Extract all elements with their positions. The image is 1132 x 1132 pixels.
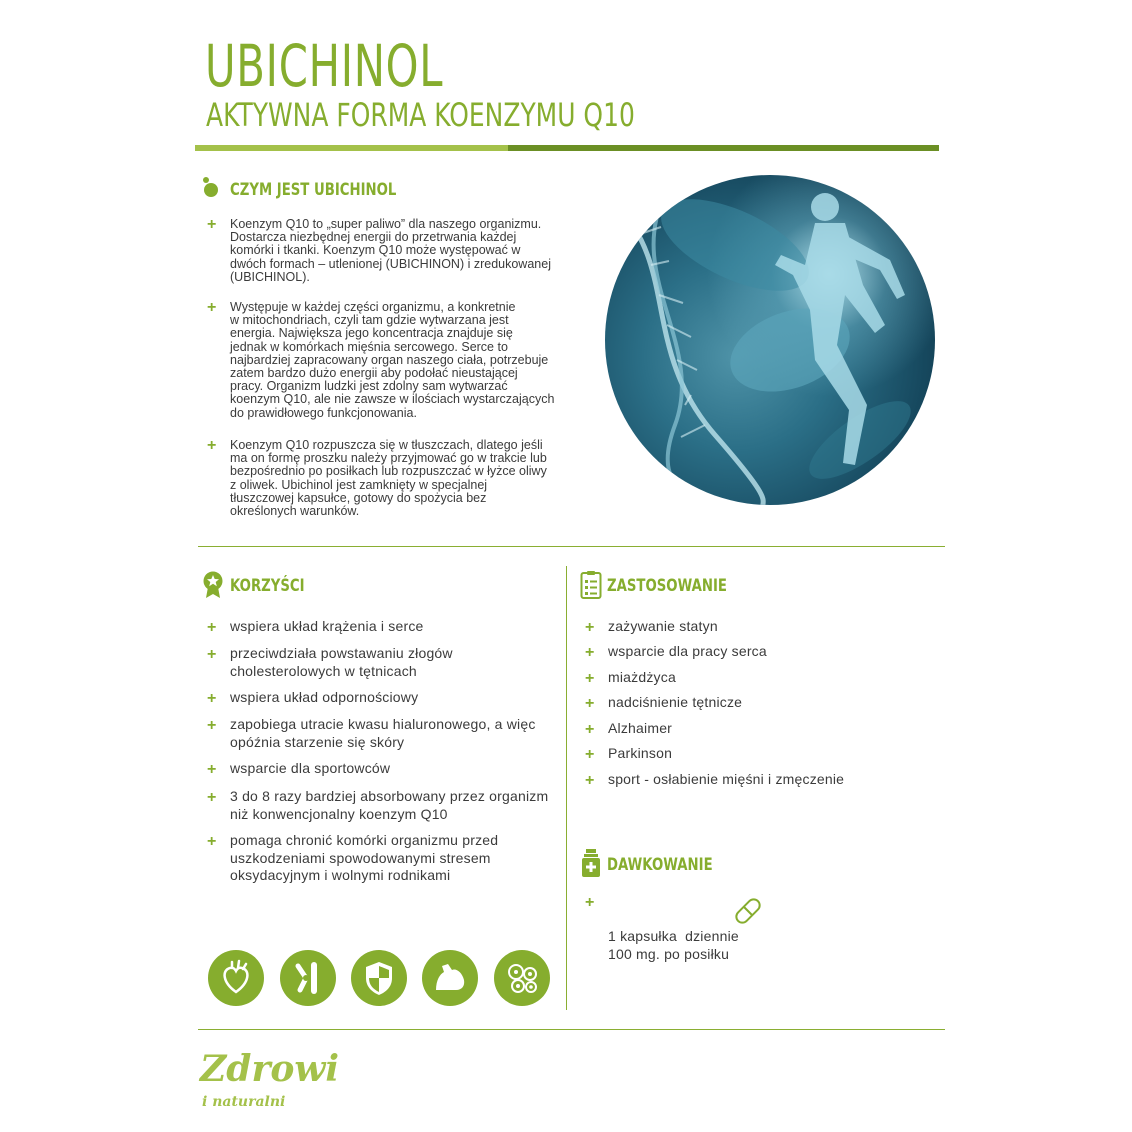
cells-icon — [494, 950, 550, 1006]
benefit-item: wspiera układ krążenia i serce — [230, 618, 424, 634]
bubbles-icon — [199, 176, 221, 198]
dosage-heading: DAWKOWANIE — [607, 855, 713, 875]
checklist-icon — [580, 570, 602, 600]
header-divider — [195, 145, 939, 151]
brand-tagline: i naturalni — [202, 1094, 286, 1110]
plus-icon: + — [207, 761, 217, 778]
plus-icon: + — [585, 772, 595, 789]
usage-item: sport - osłabienie mięśni i zmęczenie — [608, 771, 845, 787]
benefit-item: zapobiega utracie kwasu hialuronowego, a więc opóźnia starzenie się skóry — [230, 716, 536, 750]
intro-heading: CZYM JEST UBICHINOL — [230, 180, 397, 200]
plus-icon: + — [207, 789, 217, 806]
joints-icon — [280, 950, 336, 1006]
benefits-heading: KORZYŚCI — [230, 576, 305, 596]
plus-icon: + — [207, 216, 217, 233]
benefit-item: pomaga chronić komórki organizmu przed uszkodzeniami spowodowanymi stresem oksydacyjnym i wolnymi rodnikami — [230, 832, 499, 883]
benefit-item: wspiera układ odpornościowy — [230, 689, 419, 705]
benefit-item: przeciwdziała powstawaniu złogów cholesterolowych w tętnicach — [230, 645, 453, 679]
usage-item: Alzhaimer — [608, 720, 673, 736]
plus-icon: + — [207, 717, 217, 734]
usage-item: Parkinson — [608, 745, 673, 761]
shield-icon — [351, 950, 407, 1006]
plus-icon: + — [585, 644, 595, 661]
plus-icon: + — [207, 299, 217, 316]
brand-logo: Zdrowi — [200, 1048, 340, 1090]
muscle-icon — [422, 950, 478, 1006]
plus-icon: + — [207, 437, 217, 454]
usage-item: miażdżyca — [608, 669, 676, 685]
plus-icon: + — [585, 746, 595, 763]
pill-bottle-icon — [582, 849, 600, 877]
plus-icon: + — [207, 646, 217, 663]
usage-item: nadciśnienie tętnicze — [608, 694, 743, 710]
dosage-text: 1 kapsułka dziennie 100 mg. po posiłku — [608, 928, 739, 962]
plus-icon: + — [585, 695, 595, 712]
plus-icon: + — [207, 619, 217, 636]
intro-paragraph-3: Koenzym Q10 rozpuszcza się w tłuszczach, dlatego jeśli ma on formę proszku należy przyjmować go w trakcie lub bezpośrednio po posiłkach lub rozpuszczać w łyżce oliwy z oliwek. Ubichinol jest zamknięty w specjalnej tłuszczowej kapsułce, gotowy do spożycia bez określonych warunków. — [230, 438, 547, 519]
plus-icon: + — [585, 894, 595, 911]
usage-item: zażywanie statyn — [608, 618, 718, 634]
plus-icon: + — [207, 690, 217, 707]
plus-icon: + — [585, 721, 595, 738]
award-icon — [203, 571, 223, 599]
intro-paragraph-2: Występuje w każdej części organizmu, a konkretnie w mitochondriach, czyli tam gdzie wytwarzana jest energia. Największa jego koncentracja znajduje się jednak w komórkach mięśnia sercowego. Serce to najbardziej zapracowany organ naszego ciała, potrzebuje zatem bardzo dużo energii aby podołać nieustającej pracy. Organizm ludzki jest zdolny sam wytwarzać koenzym Q10, ale nie zawsze w ilościach wystarczających do prawidłowego funkcjonowania. — [230, 300, 555, 420]
usage-item: wsparcie dla pracy serca — [608, 643, 767, 659]
plus-icon: + — [585, 619, 595, 636]
capsule-icon — [731, 894, 765, 928]
benefit-item: 3 do 8 razy bardziej absorbowany przez organizm niż konwencjonalny koenzym Q10 — [230, 788, 549, 822]
heart-icon — [208, 950, 264, 1006]
page-subtitle: AKTYWNA FORMA KOENZYMU Q10 — [206, 96, 635, 134]
footer-divider — [198, 1029, 945, 1030]
plus-icon: + — [585, 670, 595, 687]
plus-icon: + — [207, 833, 217, 850]
intro-paragraph-1: Koenzym Q10 to „super paliwo” dla naszego organizmu. Dostarcza niezbędnej energii do przetrwania każdej komórki i tkanki. Koenzym Q10 może występować w dwóch formach – utlenionej (UBICHINON) i zredukowanej (UBICHINOL). — [230, 217, 551, 284]
page-title: UBICHINOL — [205, 32, 444, 100]
usage-heading: ZASTOSOWANIE — [607, 576, 727, 596]
hero-image — [605, 175, 935, 505]
section-divider — [198, 546, 945, 547]
benefit-item: wsparcie dla sportowców — [230, 760, 391, 776]
